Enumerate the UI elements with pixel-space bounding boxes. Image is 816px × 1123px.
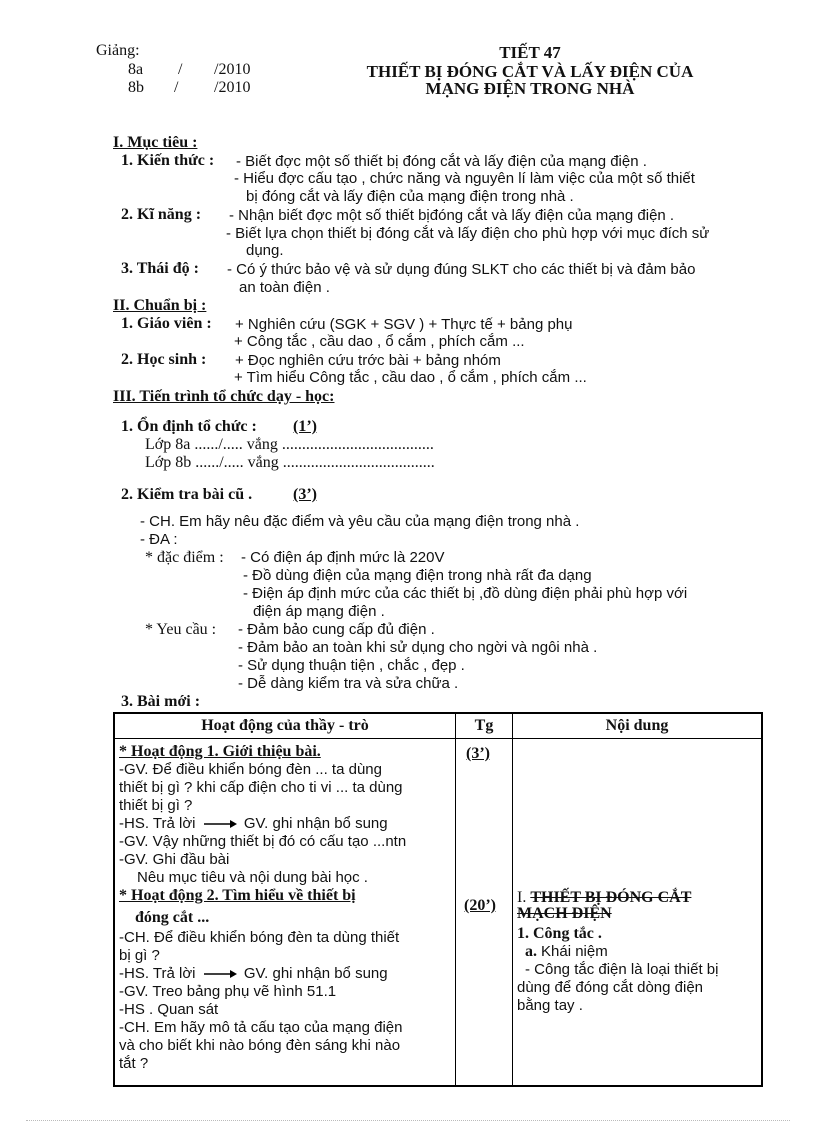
col-content-header: Nội dung — [513, 713, 763, 739]
org-time: (1’) — [293, 418, 317, 435]
teacher-line: + Công tắc , cầu dao , ổ cắm , phích cắm ... — [234, 333, 525, 350]
skill-line: - Biết lựa chọn thiết bị đóng cắt và lấy điện cho phù hợp với mục đích sử — [226, 225, 710, 242]
section-process-heading: III. Tiến trình tổ chức dạy - học: — [113, 388, 335, 405]
answer-label: - ĐA : — [140, 531, 178, 548]
date-sep: / — [174, 79, 179, 96]
content-cell — [513, 739, 763, 1087]
class-8b-attendance: Lớp 8b ....../..... vắng ...................................... — [145, 454, 435, 471]
requirement-line: - Sử dụng thuận tiện , chắc , đẹp . — [238, 657, 465, 674]
class-8a-attendance: Lớp 8a ....../..... vắng ...................................... — [145, 436, 434, 453]
lesson-title-line1: THIẾT BỊ ĐÓNG CẮT VÀ LẤY ĐIỆN CỦA — [366, 62, 694, 81]
attitude-line: - Có ý thức bảo vệ và sử dụng đúng SLKT cho các thiết bị và đảm bảo — [227, 261, 696, 278]
knowledge-line: - Biết đợc một số thiết bị đóng cắt và lấy điện của mạng điện . — [236, 153, 647, 170]
activity-line: Nêu mục tiêu và nội dung bài học . — [137, 869, 368, 886]
activity-line: -GV. Treo bảng phụ vẽ hình 51.1 — [119, 983, 337, 1000]
attitude-line: an toàn điện . — [239, 279, 330, 296]
giang-label: Giảng: — [96, 42, 140, 59]
feature-line: - Có điện áp định mức là 220V — [241, 549, 445, 566]
class-8a: 8a — [128, 61, 144, 78]
requirement-line: - Đảm bảo cung cấp đủ điện . — [238, 621, 435, 638]
section-preparation-heading: II. Chuẩn bị : — [113, 297, 207, 314]
knowledge-line: - Hiểu đợc cấu tạo , chức năng và nguyên lí làm việc của một số thiết — [234, 170, 695, 187]
arrow-right-icon — [202, 819, 238, 829]
skill-line: dụng. — [246, 242, 284, 259]
student-line: + Đọc nghiên cứu trớc bài + bảng nhóm — [235, 352, 501, 369]
arrow-right-icon — [202, 969, 238, 979]
lesson-number: TIẾT 47 — [499, 43, 561, 62]
activity2-title-cont: đóng cắt ... — [135, 909, 210, 926]
activity-line: -HS. Trả lời GV. ghi nhận bổ sung — [119, 815, 388, 832]
content-definition-line: bằng tay . — [517, 997, 583, 1014]
requirement-label: * Yeu cầu : — [145, 621, 217, 638]
content-subheading: 1. Công tắc . — [517, 925, 602, 942]
requirement-line: - Đảm bảo an toàn khi sử dụng cho ngời và ngôi nhà . — [238, 639, 598, 656]
activity2-title: * Hoạt động 2. Tìm hiểu về thiết bị — [119, 887, 356, 904]
teacher-label: 1. Giáo viên : — [121, 315, 212, 332]
feature-line: điện áp mạng điện . — [253, 603, 385, 620]
check-label: 2. Kiểm tra bài cũ . — [121, 486, 253, 503]
date-year: /2010 — [214, 61, 251, 78]
lesson-title-line2: MẠNG ĐIỆN TRONG NHÀ — [425, 79, 635, 98]
attitude-label: 3. Thái độ : — [121, 260, 199, 277]
page-bottom-rule — [26, 1120, 790, 1121]
time-value: (20’) — [464, 897, 496, 914]
feature-line: - Đồ dùng điện của mạng điện trong nhà rất đa dạng — [243, 567, 592, 584]
question-line: - CH. Em hãy nêu đặc điểm và yêu cầu của mạng điện trong nhà . — [140, 513, 580, 530]
date-sep: / — [178, 61, 183, 78]
activities-cell — [114, 739, 456, 1087]
content-section-title: I. THIẾT BỊ ĐÓNG CẮT — [517, 889, 692, 906]
knowledge-line: bị đóng cắt và lấy điện của mạng điện trong nhà . — [246, 188, 574, 205]
activity-line: thiết bị gì ? khi cấp điện cho ti vi ... ta dùng — [119, 779, 403, 796]
table-header-row — [114, 713, 762, 739]
content-definition-line: dùng để đóng cắt dòng điện — [517, 979, 703, 996]
section-objectives-heading: I. Mục tiêu : — [113, 134, 198, 151]
feature-line: - Điện áp định mức của các thiết bị ,đồ dùng điện phải phù hợp với — [243, 585, 688, 602]
content-definition-line: - Công tắc điện là loại thiết bị — [525, 961, 719, 978]
activity-line: và cho biết khi nào bóng đèn sáng khi nào — [119, 1037, 401, 1054]
col-time-header: Tg — [456, 713, 513, 739]
activity-line: -GV. Vậy những thiết bị đó có cấu tạo ...ntn — [119, 833, 407, 850]
skill-line: - Nhận biết đợc một số thiết bịđóng cắt và lấy điện của mạng điện . — [229, 207, 675, 224]
activity-line: thiết bị gì ? — [119, 797, 193, 814]
knowledge-label: 1. Kiến thức : — [121, 152, 215, 169]
activity-line: -GV. Ghi đầu bài — [119, 851, 230, 868]
date-year: /2010 — [214, 79, 251, 96]
col-activities-header: Hoạt động của thầy - trò — [114, 713, 456, 739]
class-8b: 8b — [128, 79, 144, 96]
activity-line: tắt ? — [119, 1055, 149, 1072]
activity-line: -GV. Để điều khiển bóng đèn ... ta dùng — [119, 761, 382, 778]
table-row — [114, 739, 762, 1087]
lesson-table — [113, 712, 763, 1087]
activity-line: -HS . Quan sát — [119, 1001, 219, 1018]
skill-label: 2. Kĩ năng : — [121, 206, 202, 223]
time-cell — [456, 739, 513, 1087]
teacher-line: + Nghiên cứu (SGK + SGV ) + Thực tế + bảng phụ — [235, 316, 573, 333]
requirement-line: - Dễ dàng kiểm tra và sửa chữa . — [238, 675, 459, 692]
check-time: (3’) — [293, 486, 317, 503]
student-line: + Tìm hiểu Công tắc , cầu dao , ổ cắm , phích cắm ... — [234, 369, 587, 386]
activity-line: bị gì ? — [119, 947, 160, 964]
activity-line: -HS. Trả lời GV. ghi nhận bổ sung — [119, 965, 388, 982]
content-section-title-cont: MẠCH ĐIỆN — [517, 905, 612, 922]
time-value: (3’) — [466, 745, 490, 762]
activity1-title: * Hoạt động 1. Giới thiệu bài. — [119, 743, 321, 760]
activity-line: -CH. Em hãy mô tả cấu tạo của mạng điện — [119, 1019, 403, 1036]
content-item-a: a. Khái niệm — [525, 943, 608, 960]
student-label: 2. Học sinh : — [121, 351, 207, 368]
new-lesson-label: 3. Bài mới : — [121, 693, 201, 710]
org-label: 1. Ổn định tổ chức : — [121, 418, 257, 435]
activity-line: -CH. Để điều khiển bóng đèn ta dùng thiết — [119, 929, 400, 946]
feature-label: * đặc điểm : — [145, 549, 224, 566]
